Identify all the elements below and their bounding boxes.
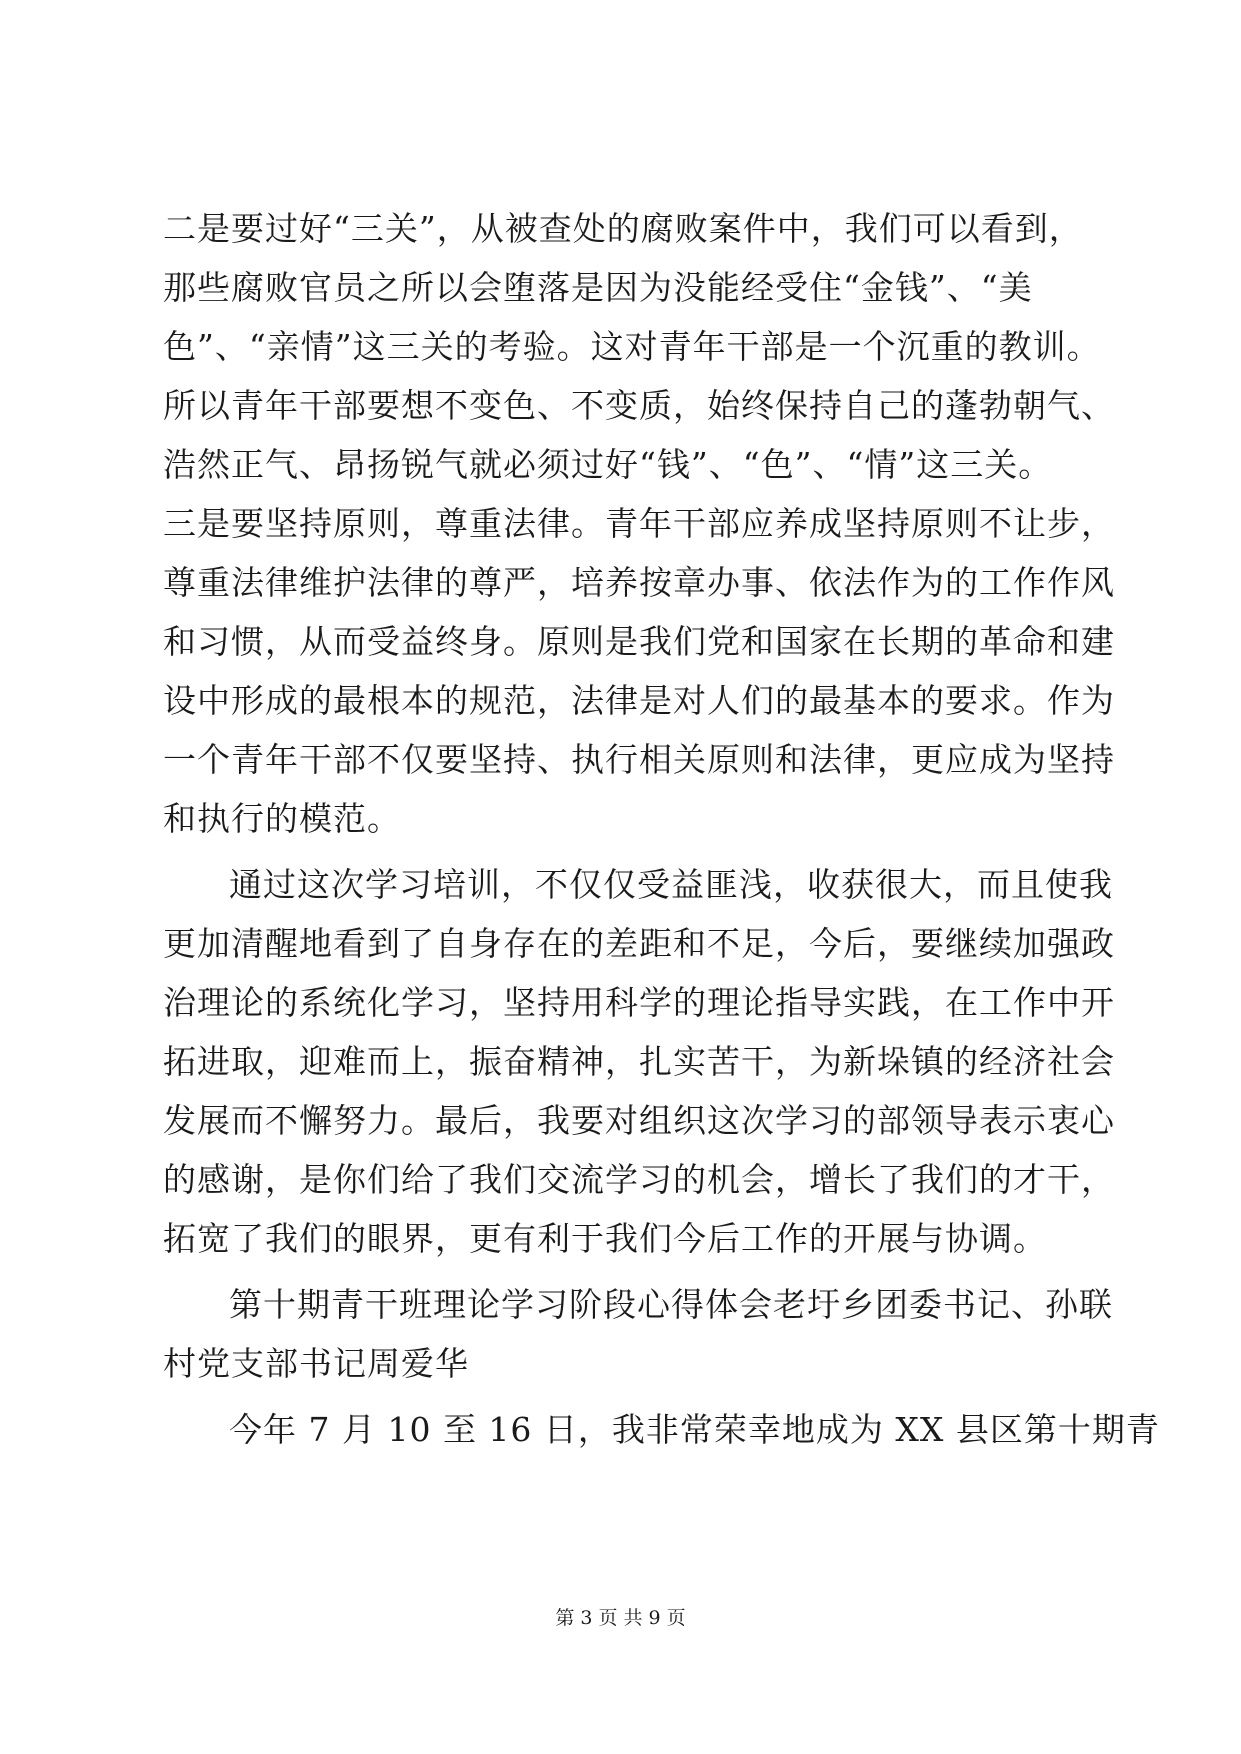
text-line: 设中形成的最根本的规范，法律是对人们的最基本的要求。作为 xyxy=(163,681,1115,720)
text-line: 拓宽了我们的眼界，更有利于我们今后工作的开展与协调。 xyxy=(163,1219,1047,1258)
text-line: 和习惯，从而受益终身。原则是我们党和国家在长期的革命和建 xyxy=(163,622,1115,661)
text-line: 所以青年干部要想不变色、不变质，始终保持自己的蓬勃朝气、 xyxy=(163,386,1115,425)
text-line: 尊重法律维护法律的尊严，培养按章办事、依法作为的工作作风 xyxy=(163,563,1115,602)
page-number-footer: 第 3 页 共 9 页 xyxy=(555,1607,686,1629)
paragraph-first-line: 通过这次学习培训，不仅仅受益匪浅，收获很大，而且使我 xyxy=(229,865,1113,904)
text-line: 那些腐败官员之所以会堕落是因为没能经受住“金钱”、“美 xyxy=(163,268,1033,307)
text-line: 浩然正气、昂扬锐气就必须过好“钱”、“色”、“情”这三关。 xyxy=(163,445,1053,484)
text-line: 三是要坚持原则，尊重法律。青年干部应养成坚持原则不让步， xyxy=(163,504,1115,543)
text-line: 一个青年干部不仅要坚持、执行相关原则和法律，更应成为坚持 xyxy=(163,740,1115,779)
text-line: 拓进取，迎难而上，振奋精神，扎实苦干，为新垛镇的经济社会 xyxy=(163,1042,1115,1081)
section-heading-line: 第十期青干班理论学习阶段心得体会老圩乡团委书记、孙联 xyxy=(229,1285,1113,1324)
text-line: 治理论的系统化学习，坚持用科学的理论指导实践，在工作中开 xyxy=(163,983,1115,1022)
section-heading-line: 村党支部书记周爱华 xyxy=(163,1344,469,1383)
text-line: 和执行的模范。 xyxy=(163,799,401,838)
text-line: 的感谢，是你们给了我们交流学习的机会，增长了我们的才干， xyxy=(163,1160,1115,1199)
paragraph-first-line: 今年 7 月 10 至 16 日，我非常荣幸地成为 XX 县区第十期青 xyxy=(229,1410,1160,1449)
text-line: 发展而不懈努力。最后，我要对组织这次学习的部领导表示衷心 xyxy=(163,1101,1115,1140)
text-line: 色”、“亲情”这三关的考验。这对青年干部是一个沉重的教训。 xyxy=(163,327,1101,366)
text-line: 更加清醒地看到了自身存在的差距和不足，今后，要继续加强政 xyxy=(163,924,1115,963)
text-line: 二是要过好“三关”，从被查处的腐败案件中，我们可以看到， xyxy=(163,209,1083,248)
